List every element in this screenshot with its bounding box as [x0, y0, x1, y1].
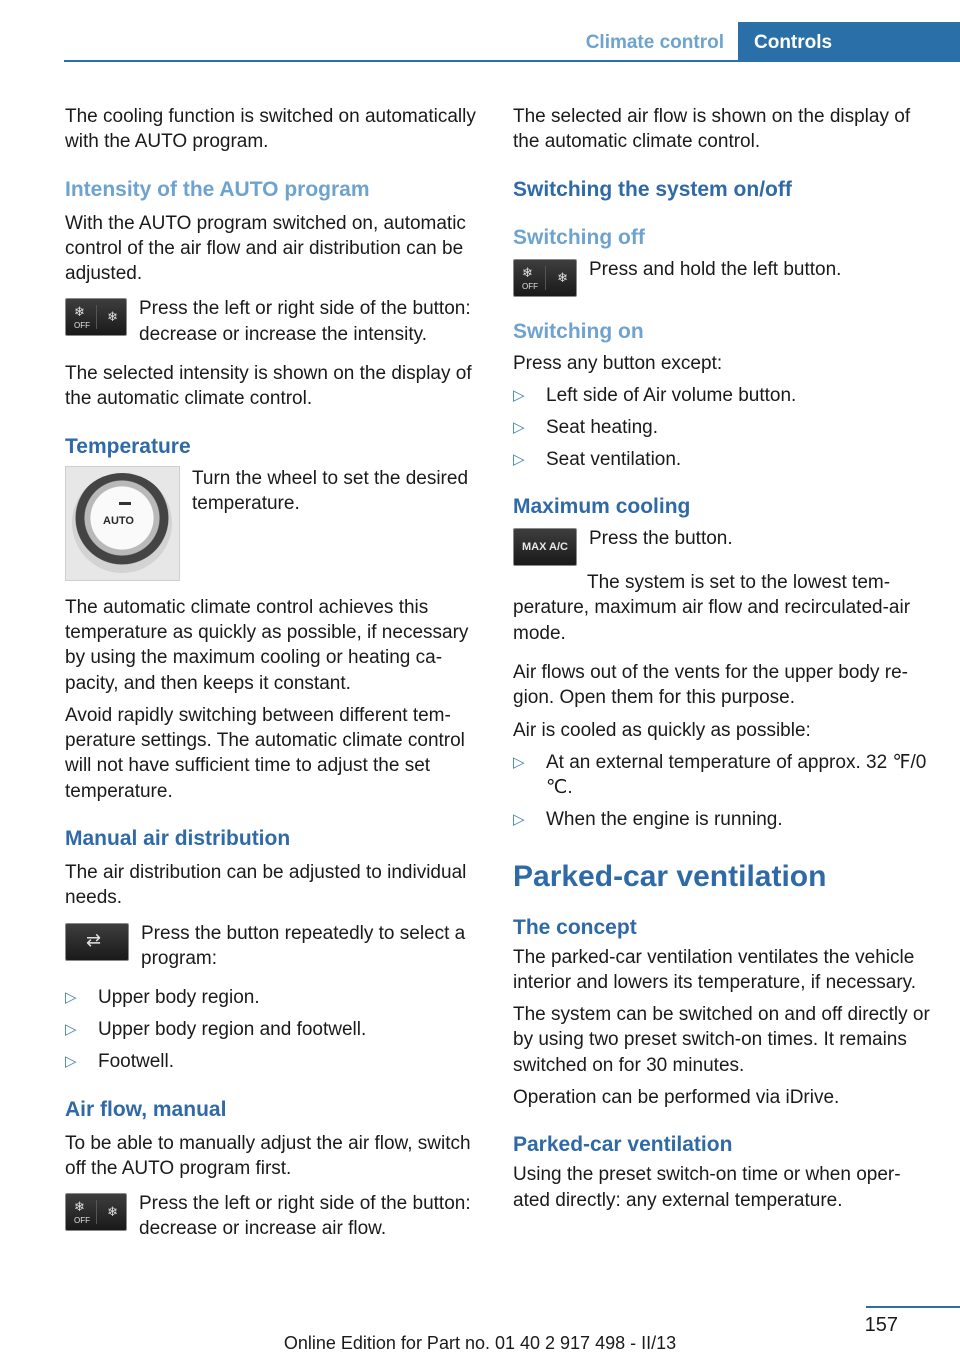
air-volume-button-icon: ❄ OFF ❄ — [513, 259, 577, 297]
distribution-instruction — [65, 921, 483, 972]
paragraph: Press the left or right side of the button: decrease or increase air flow. — [139, 1193, 471, 1240]
fan-icon: ❄ — [74, 304, 85, 320]
off-instruction — [513, 257, 931, 297]
list-item: ▷ Seat heating. — [513, 415, 931, 440]
heading-switching-off: Switching off — [513, 225, 645, 249]
right-column — [513, 104, 931, 1220]
page-number: 157 — [864, 1314, 898, 1336]
paragraph: Turn the wheel to set the desired temperature. — [192, 467, 469, 514]
air-distribution-button-icon — [65, 923, 129, 961]
header-section: Climate control — [585, 32, 724, 53]
intensity-instruction — [65, 296, 483, 347]
heading-air-flow: Air flow, manual — [65, 1097, 227, 1121]
paragraph: Using the preset switch-on time or when operated directly: any external temperature. — [513, 1164, 901, 1211]
left-column — [65, 104, 483, 1256]
distribution-list — [65, 985, 483, 1074]
list-item: ▷ Left side of Air volume button. — [513, 383, 931, 408]
air-volume-button-icon: ❄ OFF ❄ — [65, 298, 127, 336]
header-rule — [64, 60, 960, 62]
heading-switching: Switching the system on/off — [513, 177, 792, 201]
paragraph: The selected intensity is shown on the display of the automatic climate control. — [65, 363, 472, 410]
air-volume-button-icon: ❄ OFF ❄ — [65, 1193, 127, 1231]
paragraph: Air is cooled as quickly as possible: — [513, 719, 811, 741]
list-item: ▷ Seat ventilation. — [513, 447, 931, 472]
paragraph: Press and hold the left button. — [589, 258, 842, 280]
triangle-bullet-icon: ▷ — [513, 811, 525, 829]
paragraph: Avoid rapidly switching between different temperature settings. The automatic climate control will not have sufficient time to adjust the set temperature. — [65, 704, 465, 802]
paragraph: The parked-car ventilation ventilates the vehicle interior and lowers its temperature, if necessary. — [513, 946, 917, 993]
heading-parked-car: Parked-car ventilation — [513, 859, 827, 893]
triangle-bullet-icon: ▷ — [513, 753, 525, 771]
paragraph: Press the left or right side of the button: decrease or increase the intensity. — [139, 298, 471, 345]
fan-icon: ❄ — [107, 309, 118, 325]
paragraph: Air flows out of the vents for the upper body region. Open them for this purpose. — [513, 662, 908, 709]
airflow-icon: ⇄ — [86, 929, 102, 950]
triangle-bullet-icon: ▷ — [513, 386, 525, 404]
max-ac-label: MAX A/C — [521, 541, 569, 554]
paragraph: The system can be switched on and off directly or by using two preset switch-on times. It remains switched on for 30 minutes. — [513, 1004, 930, 1076]
paragraph: Press any button except: — [513, 352, 723, 374]
paragraph: With the AUTO program switched on, automatic control of the air flow and air distribution can be adjusted. — [65, 212, 466, 285]
paragraph: The automatic climate control achieves this temperature as quickly as possible, if necessary by using the maximum cooling or heating capacity, and then keeps it constant. — [65, 596, 469, 694]
paragraph: Press the button. — [589, 528, 733, 550]
list-item: ▷ Upper body region. — [65, 985, 483, 1010]
heading-intensity: Intensity of the AUTO program — [65, 177, 370, 201]
fan-icon: ❄ — [522, 264, 533, 280]
list-item: ▷ Footwell. — [65, 1049, 483, 1074]
heading-concept: The concept — [513, 915, 637, 939]
header-chapter: Controls — [738, 22, 960, 60]
fan-icon: ❄ — [74, 1199, 85, 1215]
list-item: ▷ When the engine is running. — [513, 807, 931, 832]
temperature-instruction — [65, 466, 483, 581]
heading-maximum-cooling: Maximum cooling — [513, 495, 691, 519]
triangle-bullet-icon: ▷ — [65, 1021, 77, 1039]
list-item: ▷ Upper body region and footwell. — [65, 1017, 483, 1042]
triangle-bullet-icon: ▷ — [513, 418, 525, 436]
paragraph: The cooling function is switched on automatically with the AUTO program. — [65, 106, 476, 153]
fan-icon: ❄ — [557, 269, 568, 285]
max-ac-button-icon — [513, 528, 577, 566]
paragraph: Press the button repeatedly to select a program: — [141, 922, 466, 969]
paragraph: The selected air flow is shown on the display of the automatic climate control. — [513, 106, 911, 153]
heading-manual-distribution: Manual air distribution — [65, 827, 291, 851]
paragraph: Operation can be performed via iDrive. — [513, 1087, 840, 1108]
airflow-instruction — [65, 1191, 483, 1242]
triangle-bullet-icon: ▷ — [65, 989, 77, 1007]
temperature-dial-icon — [65, 466, 180, 581]
paragraph: The air distribution can be adjusted to individual needs. — [65, 862, 467, 909]
heading-parked-car-sub: Parked-car ventilation — [513, 1133, 733, 1157]
maxcool-instruction — [513, 526, 931, 566]
list-item: ▷ At an external temperature of approx. 32 ℉/0 ℃. — [513, 751, 927, 799]
exceptions-list — [513, 383, 931, 472]
dial-label: AUTO — [103, 514, 134, 527]
triangle-bullet-icon: ▷ — [65, 1053, 77, 1071]
paragraph: To be able to manually adjust the air flow, switch off the AUTO program first. — [65, 1132, 471, 1179]
footer-edition: Online Edition for Part no. 01 40 2 917 498 - II/13 — [283, 1333, 677, 1353]
footer-rule — [866, 1306, 960, 1308]
triangle-bullet-icon: ▷ — [513, 450, 525, 468]
heading-switching-on: Switching on — [513, 319, 644, 343]
cooling-conditions-list — [513, 750, 931, 833]
fan-icon: ❄ — [107, 1204, 118, 1220]
heading-temperature: Temperature — [65, 434, 191, 458]
paragraph: The system is set to the lowest temperature, maximum air flow and recirculated-air mode. — [513, 572, 911, 644]
